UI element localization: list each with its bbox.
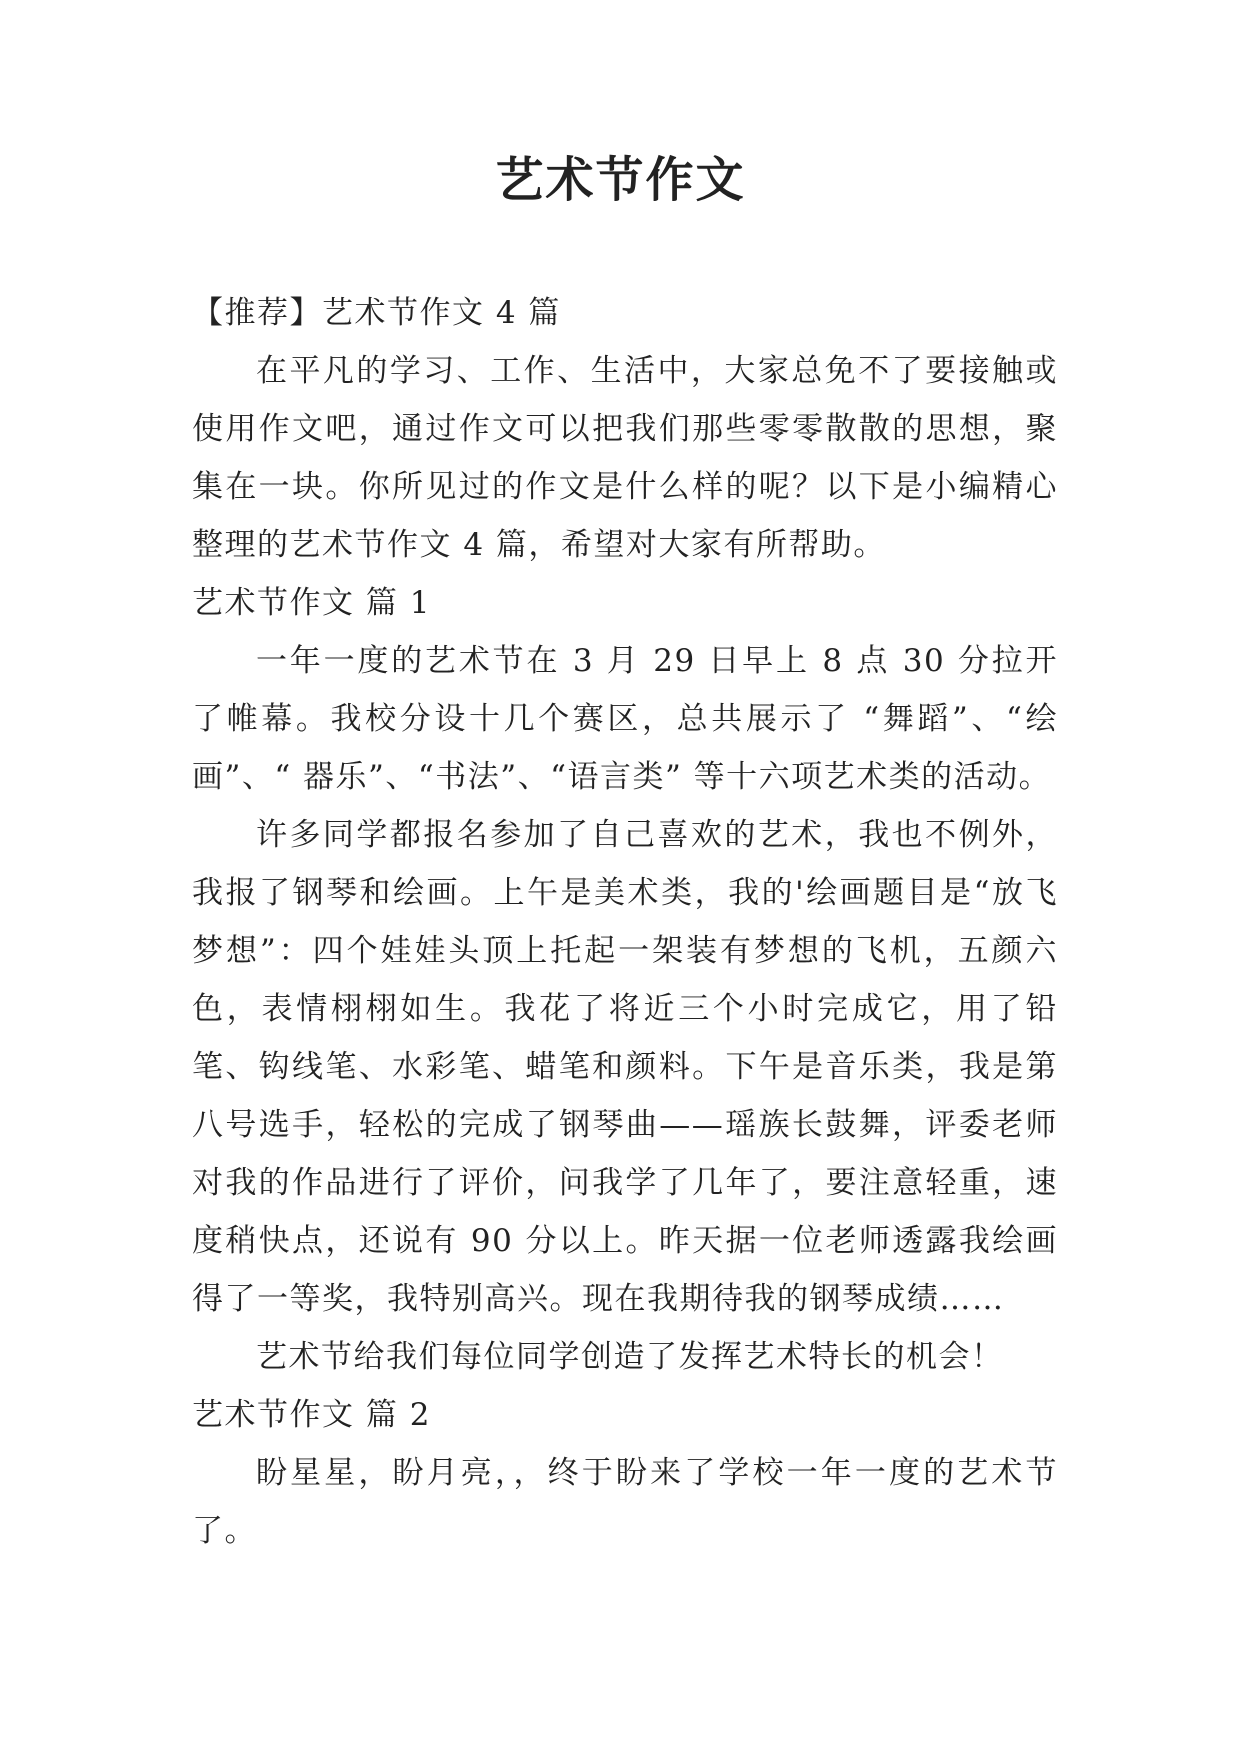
section-1-paragraph-3: 艺术节给我们每位同学创造了发挥艺术特长的机会！ [256, 1339, 1004, 1375]
intro-paragraph: 在平凡的学习、工作、生活中，大家总免不了要接触或使用作文吧，通过作文可以把我们那些零零散散的思想，聚集在一块。你所见过的作文是什么样的呢？以下是小编精心整理的艺术节作文 4 篇，希望对大家有所帮助。 [192, 353, 1058, 563]
section-heading-2: 艺术节作文 篇 2 [192, 1397, 431, 1433]
section-1-paragraph-1: 一年一度的艺术节在 3 月 29 日早上 8 点 30 分拉开了帷幕。我校分设十几个赛区，总共展示了 “舞蹈”、“绘画”、“ 器乐”、“书法”、“语言类” 等十六项艺术类的活动。 [192, 643, 1058, 795]
document-subtitle: 【推荐】艺术节作文 4 篇 [192, 295, 561, 331]
document-body [192, 284, 1058, 1560]
section-1-paragraph-2: 许多同学都报名参加了自己喜欢的艺术，我也不例外，我报了钢琴和绘画。上午是美术类，我的'绘画题目是“放飞梦想”：四个娃娃头顶上托起一架装有梦想的飞机，五颜六色，表情栩栩如生。我花了将近三个小时完成它，用了铅笔、钩线笔、水彩笔、蜡笔和颜料。下午是音乐类，我是第八号选手，轻松的完成了钢琴曲——瑶族长鼓舞，评委老师对我的作品进行了评价，问我学了几年了，要注意轻重，速度稍快点，还说有 90 分以上。昨天据一位老师透露我绘画得了一等奖，我特别高兴。现在我期待我的钢琴成绩…… [192, 817, 1058, 1317]
section-heading-1: 艺术节作文 篇 1 [192, 585, 431, 621]
section-2-paragraph-1: 盼星星，盼月亮，，终于盼来了学校一年一度的艺术节了。 [192, 1455, 1058, 1549]
document-title: 艺术节作文 [495, 152, 746, 208]
